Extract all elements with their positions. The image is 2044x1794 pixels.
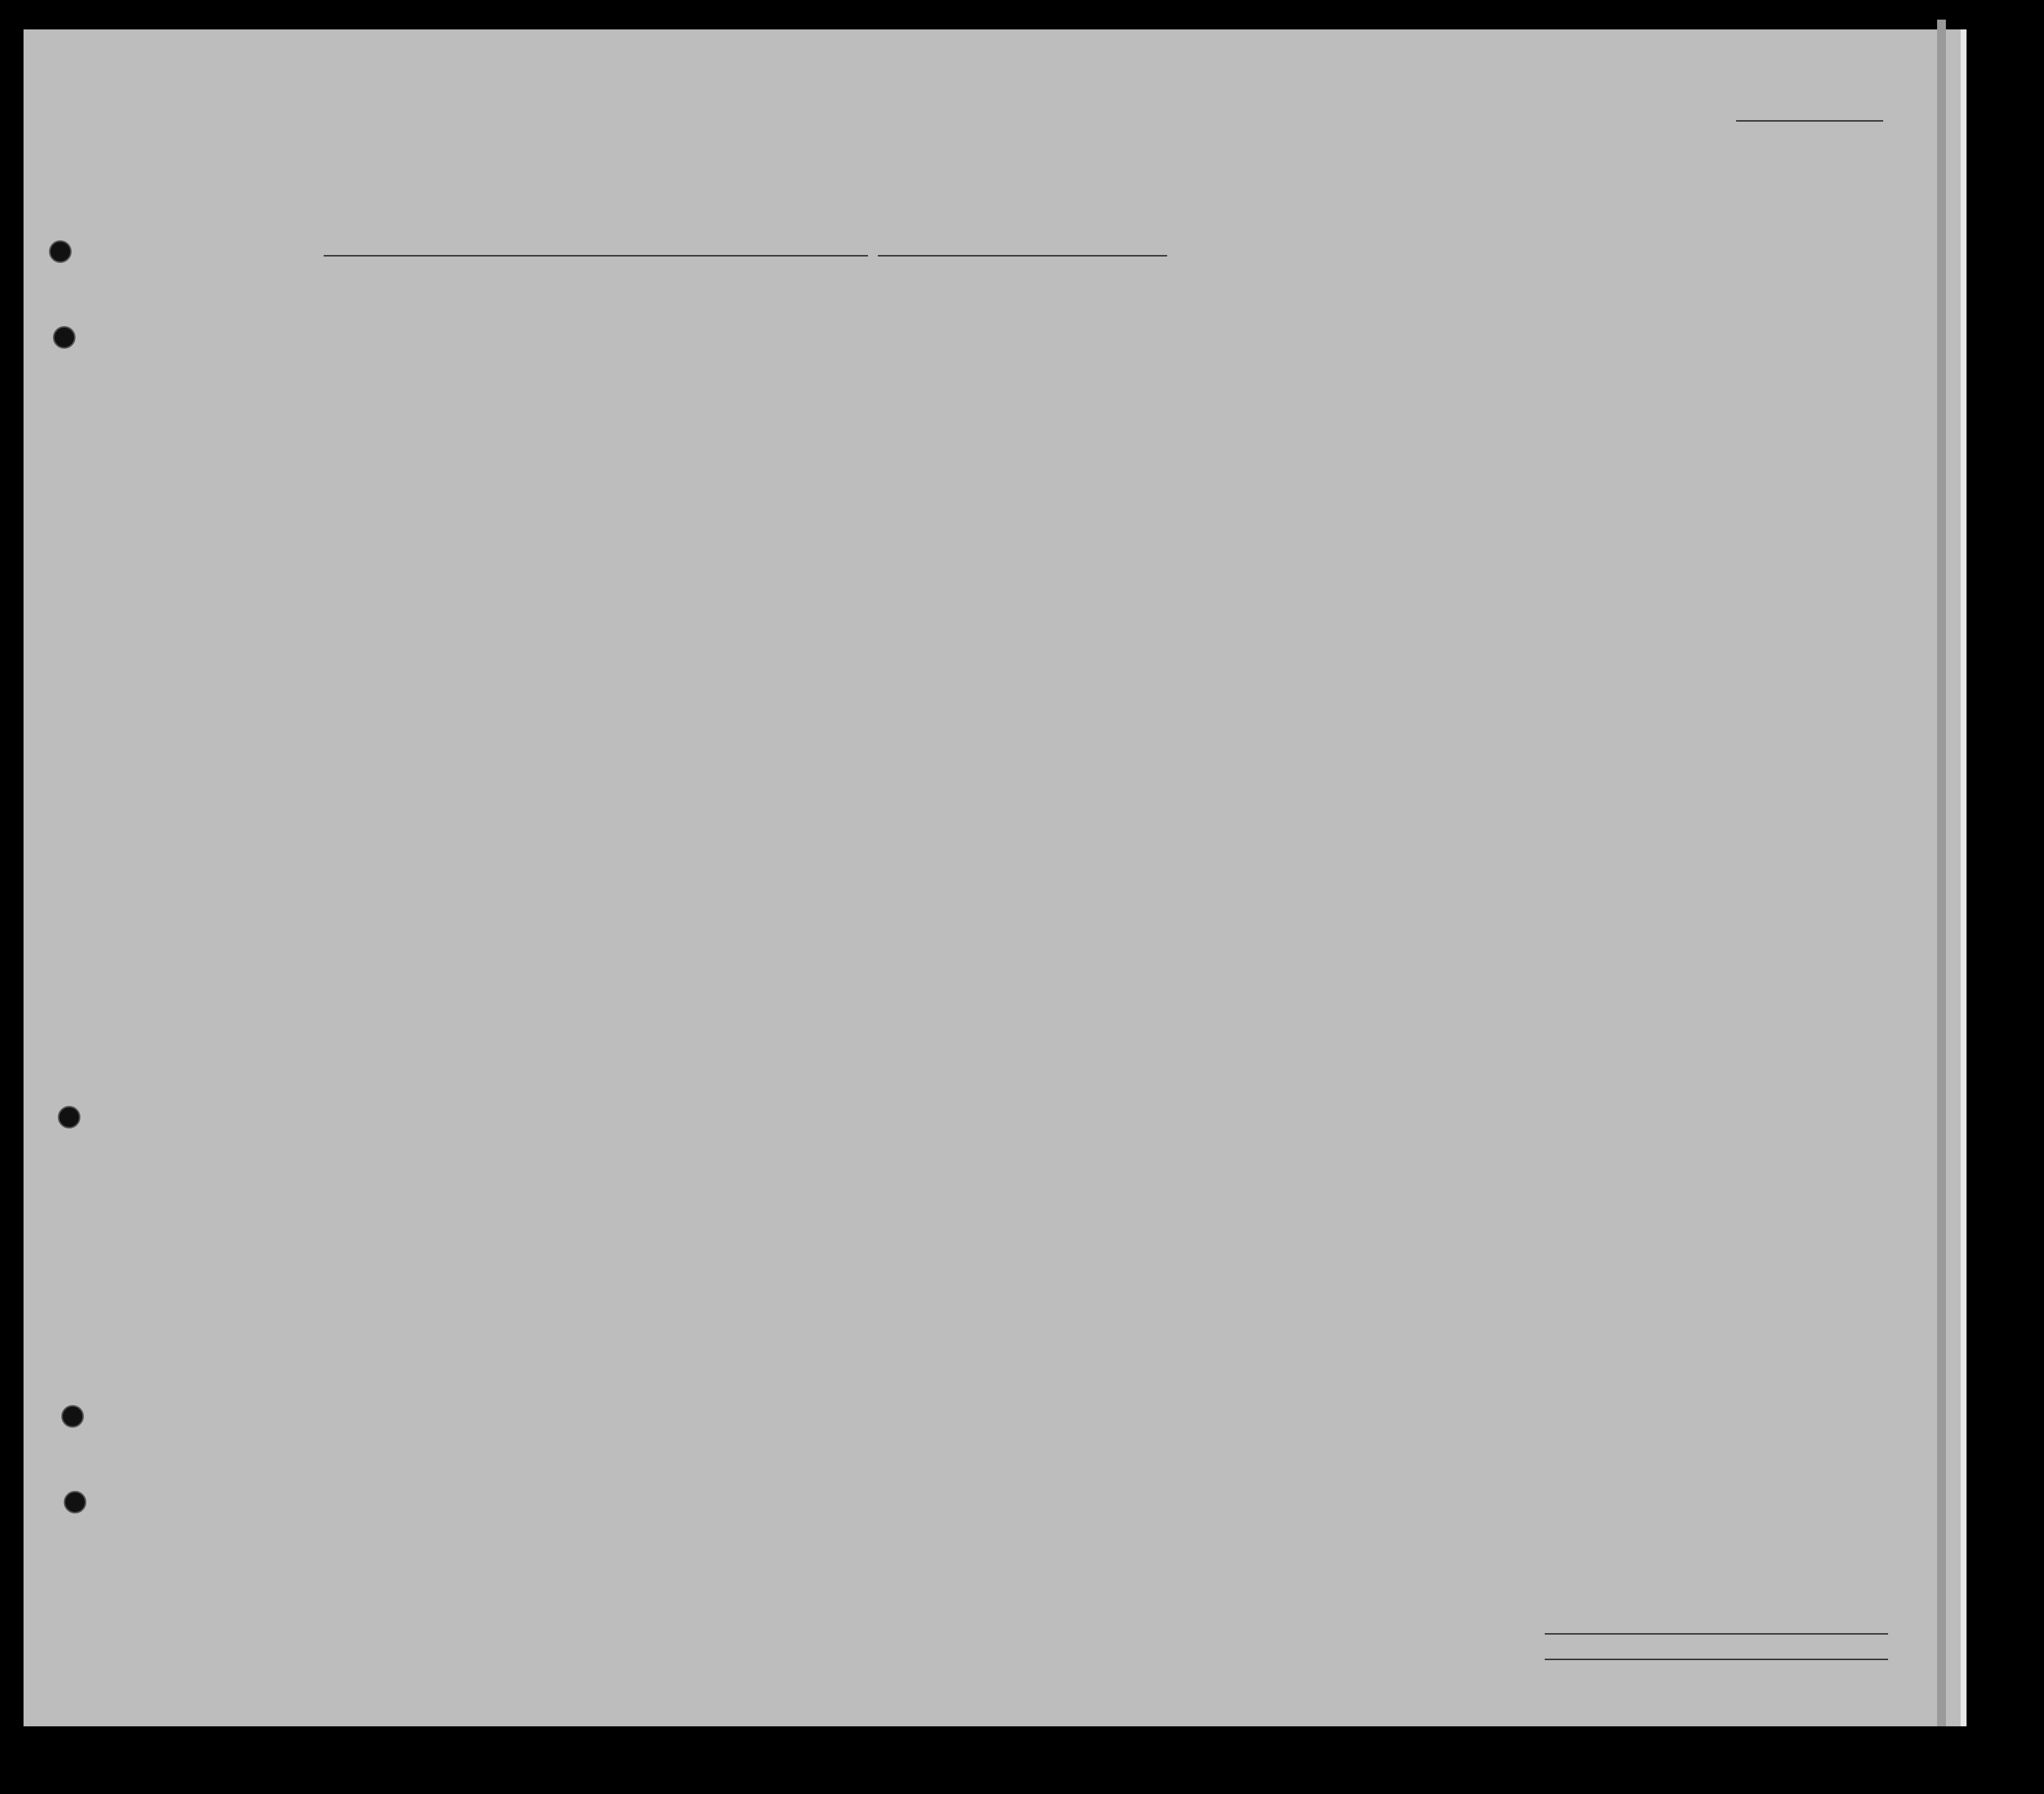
owners-underline <box>1545 1659 1888 1660</box>
line-underline <box>1545 1633 1888 1635</box>
